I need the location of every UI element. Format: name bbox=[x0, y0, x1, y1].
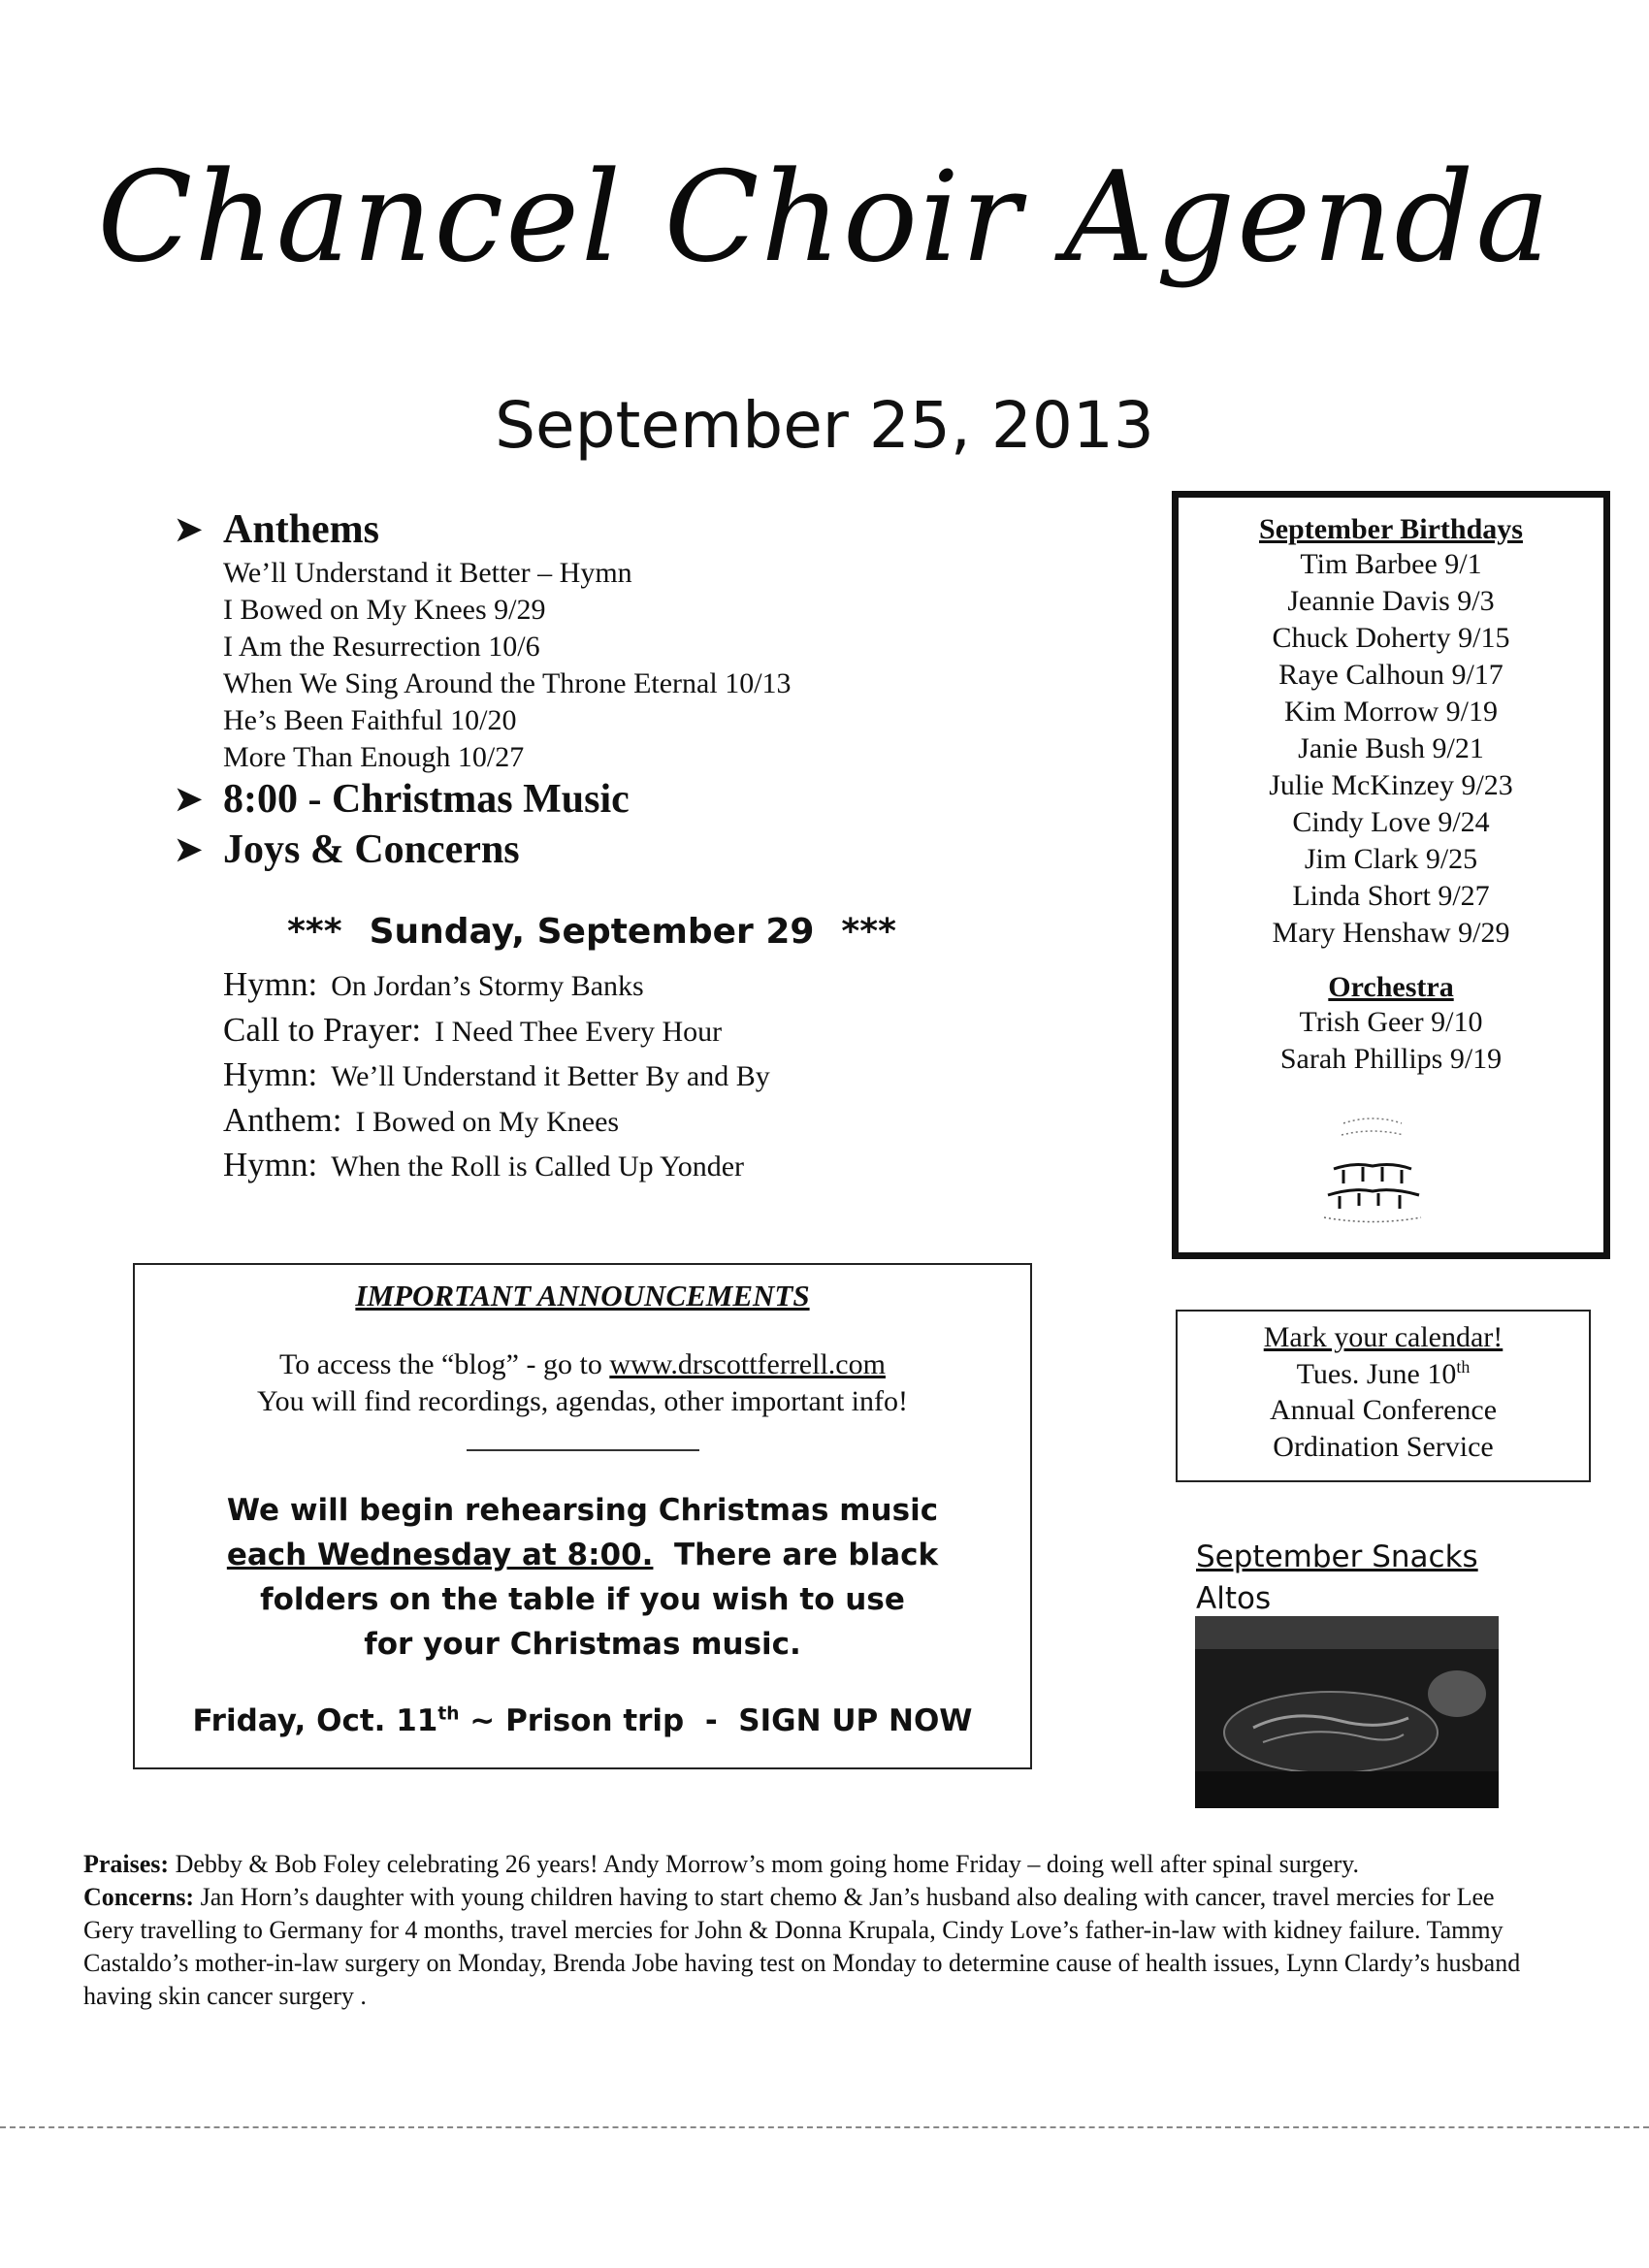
list-item: I Am the Resurrection 10/6 bbox=[223, 631, 540, 663]
birthday-cake-icon bbox=[1314, 1106, 1431, 1232]
concerns-paragraph: Concerns: Jan Horn’s daughter with young children having to start chemo & Jan’s husband also dealing with cancer, travel mercies for Lee Gery travelling to Germany for 4 months, travel mercies for John & Donna Krupala, Cindy Love’s father-in-law with kidney failure. Tammy Castaldo’s mother-in-law surgery on Monday, Brenda Jobe having test on Monday to determine cause of health issues, Lynn Clardy’s husband having skin cancer surgery . bbox=[83, 1883, 1521, 2010]
calendar-box bbox=[1176, 1310, 1591, 1482]
stars-decoration: *** bbox=[841, 912, 896, 952]
service-item: Hymn: On Jordan’s Stormy Banks bbox=[223, 965, 644, 1003]
agenda-date: September 25, 2013 bbox=[495, 388, 1154, 463]
sunday-heading bbox=[223, 912, 960, 952]
praises-concerns bbox=[83, 1848, 1538, 2013]
section-anthems bbox=[175, 506, 379, 553]
snacks-heading: September Snacks bbox=[1196, 1539, 1478, 1574]
service-item: Call to Prayer: I Need Thee Every Hour bbox=[223, 1010, 723, 1049]
list-item: Tim Barbee 9/1 bbox=[1300, 548, 1482, 580]
calendar-event: Ordination Service bbox=[1273, 1430, 1494, 1463]
list-item: Julie McKinzey 9/23 bbox=[1269, 769, 1513, 801]
list-item: We’ll Understand it Better – Hymn bbox=[223, 557, 632, 589]
arrow-bullet-icon: ➤ bbox=[175, 512, 203, 548]
list-item: When We Sing Around the Throne Eternal 10/13 bbox=[223, 667, 792, 699]
page-title: Chancel Choir Agenda bbox=[97, 146, 1552, 290]
birthdays-heading: September Birthdays bbox=[1259, 513, 1523, 545]
service-order bbox=[223, 963, 770, 1189]
stars-decoration: *** bbox=[287, 912, 342, 952]
calendar-heading: Mark your calendar! bbox=[1263, 1321, 1504, 1353]
snacks-group: Altos bbox=[1196, 1581, 1272, 1616]
list-item: Linda Short 9/27 bbox=[1292, 880, 1490, 912]
list-item: Mary Henshaw 9/29 bbox=[1272, 917, 1510, 949]
list-item: Jim Clark 9/25 bbox=[1304, 843, 1478, 875]
blog-info: To access the “blog” - go to www.drscottferrell.com You will find recordings, agendas, other important info! bbox=[256, 1348, 908, 1417]
arrow-bullet-icon: ➤ bbox=[175, 832, 203, 868]
list-item: Sarah Phillips 9/19 bbox=[1279, 1043, 1503, 1075]
rehearsal-notice: We will begin rehearsing Christmas music each Wednesday at 8:00. There are black folders on the table if you wish to use for your Christmas music. bbox=[226, 1493, 939, 1662]
list-item: Raye Calhoun 9/17 bbox=[1278, 659, 1504, 691]
section-label: 8:00 - Christmas Music bbox=[223, 777, 630, 822]
list-item: Chuck Doherty 9/15 bbox=[1272, 622, 1510, 654]
scan-edge-line bbox=[0, 2126, 1649, 2128]
service-item: Hymn: When the Roll is Called Up Yonder bbox=[223, 1146, 745, 1183]
section-label: Anthems bbox=[223, 507, 380, 552]
orchestra-heading: Orchestra bbox=[1328, 971, 1454, 1003]
service-item: Anthem: I Bowed on My Knees bbox=[223, 1100, 620, 1139]
list-item: Trish Geer 9/10 bbox=[1299, 1006, 1483, 1038]
prison-trip-notice: Friday, Oct. 11th ~ Prison trip - SIGN UP NOW bbox=[192, 1703, 973, 1738]
divider bbox=[467, 1449, 699, 1451]
section-label: Joys & Concerns bbox=[223, 827, 520, 872]
section-joys-concerns bbox=[175, 826, 520, 873]
sunday-title: Sunday, September 29 bbox=[369, 912, 815, 952]
list-item: More Than Enough 10/27 bbox=[223, 741, 525, 773]
anthem-list bbox=[223, 555, 792, 776]
orchestra-list bbox=[1179, 1004, 1603, 1078]
birthdays-list bbox=[1179, 546, 1603, 952]
blog-link[interactable]: www.drscottferrell.com bbox=[609, 1348, 886, 1380]
announcements-title: IMPORTANT ANNOUNCEMENTS bbox=[355, 1279, 810, 1312]
list-item: I Bowed on My Knees 9/29 bbox=[223, 594, 546, 626]
section-christmas-music bbox=[175, 776, 630, 823]
list-item: Janie Bush 9/21 bbox=[1298, 732, 1484, 764]
calendar-date: Tues. June 10th bbox=[1296, 1356, 1471, 1390]
list-item: He’s Been Faithful 10/20 bbox=[223, 704, 517, 736]
list-item: Kim Morrow 9/19 bbox=[1284, 696, 1498, 728]
list-item: Cindy Love 9/24 bbox=[1292, 806, 1490, 838]
snack-photo bbox=[1195, 1616, 1499, 1808]
service-item: Hymn: We’ll Understand it Better By and By bbox=[223, 1055, 770, 1093]
calendar-event: Annual Conference bbox=[1269, 1394, 1498, 1426]
praises-paragraph: Praises: Debby & Bob Foley celebrating 26 years! Andy Morrow’s mom going home Friday – doing well after spinal surgery. bbox=[83, 1850, 1359, 1878]
arrow-bullet-icon: ➤ bbox=[175, 782, 203, 818]
announcements-box bbox=[133, 1263, 1032, 1769]
list-item: Jeannie Davis 9/3 bbox=[1287, 585, 1495, 617]
